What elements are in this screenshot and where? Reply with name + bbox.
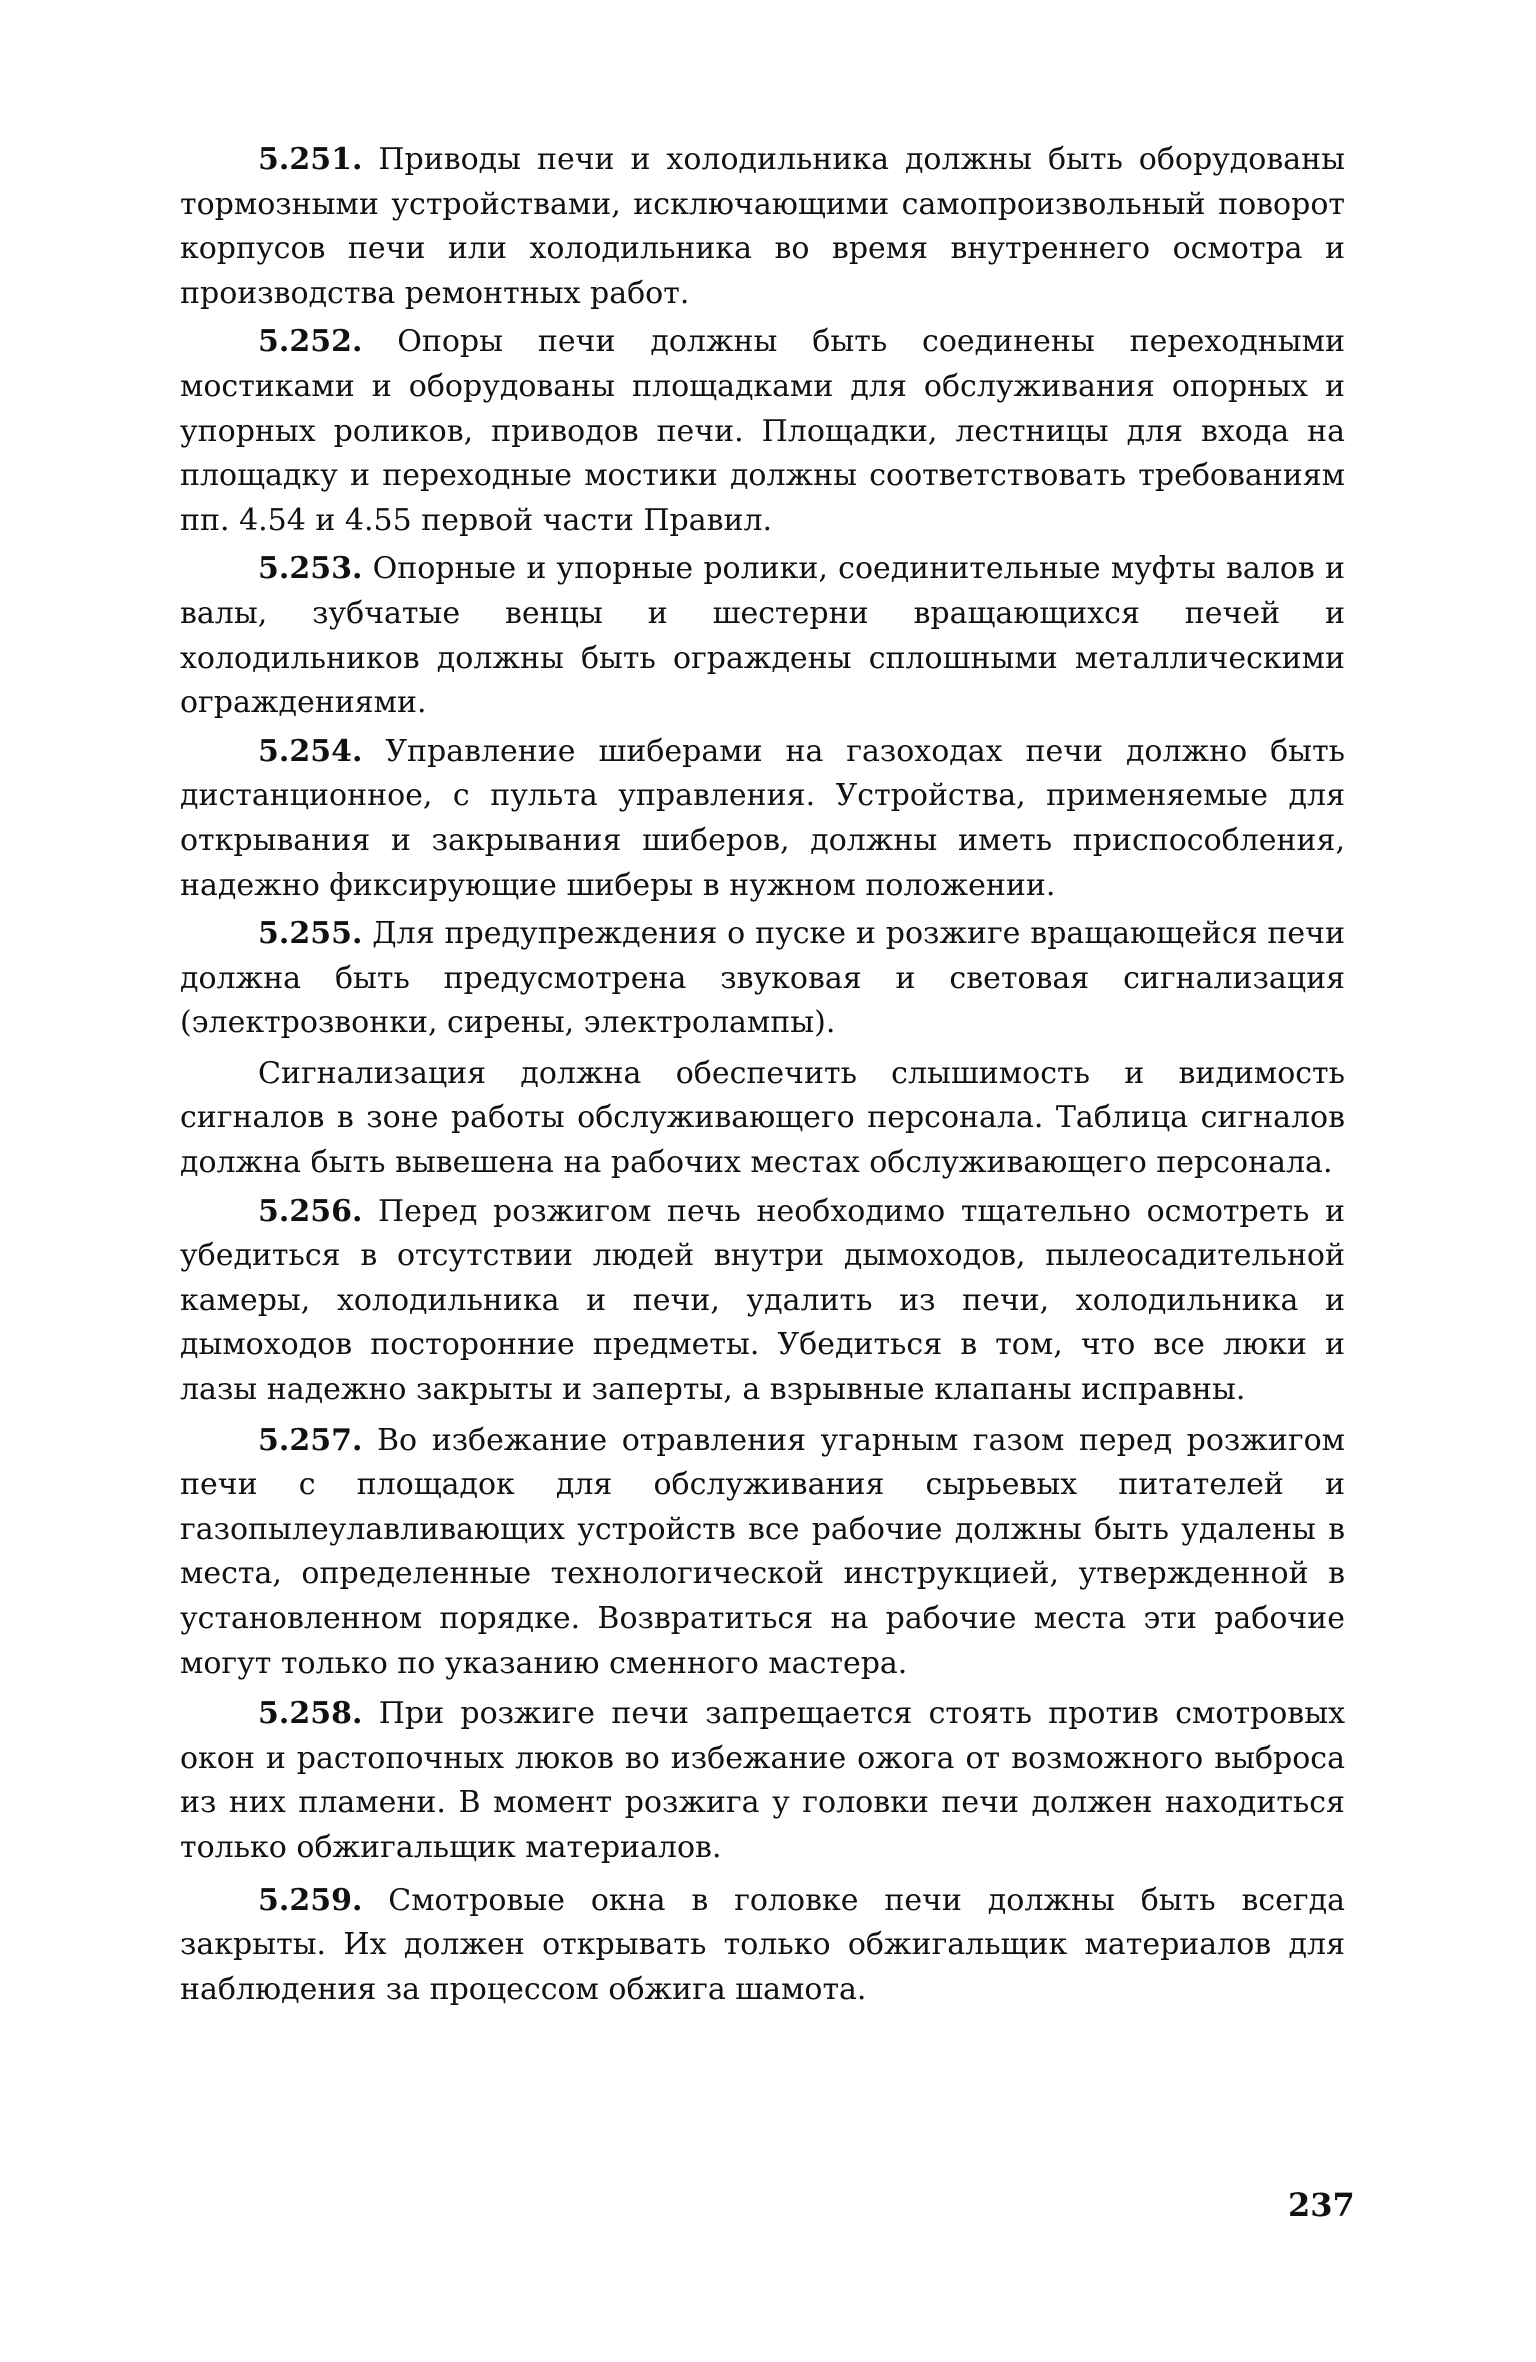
text-body: [180, 138, 1345, 2012]
paragraph-text: При розжиге печи запрещается стоять против смотровых окон и растопочных люков во избежание ожога от возможного выброса из них пламени. В момент розжига у головки печи должен находиться только обжигальщик материалов.: [180, 1696, 1345, 1865]
paragraph-text: Смотровые окна в головке печи должны быть всегда закрыты. Их должен открывать только обжигальщик материалов для наблюдения за процессом обжига шамота.: [180, 1882, 1345, 2007]
paragraph-number: 5.252.: [258, 324, 363, 360]
paragraph-number: 5.254.: [258, 733, 363, 769]
paragraph-5-257: [180, 1419, 1345, 1687]
paragraph-number: 5.255.: [258, 916, 363, 952]
paragraph-text: Опоры печи должны быть соединены переходными мостиками и оборудованы площадками для обслуживания опорных и упорных роликов, приводов печи. Площадки, лестницы для входа на площадку и переходные мостики должны соответствовать требованиям пп. 4.54 и 4.55 первой части Правил.: [180, 324, 1345, 538]
paragraph-5-256: [180, 1190, 1345, 1413]
paragraph-text: Для предупреждения о пуске и розжиге вращающейся печи должна быть предусмотрена звуковая и световая сигнализация (электрозвонки, сирены, электролампы).: [180, 916, 1345, 1041]
paragraph-text: Перед розжигом печь необходимо тщательно осмотреть и убедиться в отсутствии людей внутри дымоходов, пылеосадительной камеры, холодильника и печи, удалить из печи, холодильника и дымоходов посторонние предметы. Убедиться в том, что все люки и лазы надежно закрыты и заперты, а взрывные клапаны исправны.: [180, 1193, 1345, 1408]
paragraph-text: Сигнализация должна обеспечить слышимость и видимость сигналов в зоне работы обслуживающего персонала. Таблица сигналов должна быть вывешена на рабочих местах обслуживающего персонала.: [180, 1055, 1345, 1181]
paragraph-number: 5.258.: [258, 1696, 363, 1732]
paragraph-text: Управление шиберами на газоходах печи должно быть дистанционное, с пульта управления. Устройства, применяемые для открывания и закрывания шиберов, должны иметь приспособления, надежно фиксирующие шиберы в нужном положении.: [180, 733, 1345, 903]
paragraph-number: 5.256.: [258, 1193, 363, 1229]
paragraph-5-258: [180, 1692, 1345, 1870]
paragraph-5-252: [180, 320, 1345, 543]
paragraph-number: 5.259.: [258, 1882, 363, 1918]
paragraph-5-259: [180, 1879, 1345, 2013]
page-number: 237: [1288, 2186, 1355, 2224]
paragraph-number: 5.253.: [258, 551, 363, 587]
paragraph-signalization: [180, 1052, 1345, 1186]
paragraph-5-255: [180, 912, 1345, 1046]
paragraph-text: Опорные и упорные ролики, соединительные муфты валов и валы, зубчатые венцы и шестерни вращающихся печей и холодильников должны быть ограждены сплошными металлическими ограждениями.: [180, 551, 1345, 721]
paragraph-number: 5.251.: [258, 142, 363, 177]
paragraph-5-251: [180, 138, 1345, 316]
paragraph-5-254: [180, 730, 1345, 908]
paragraph-text: Приводы печи и холодильника должны быть оборудованы тормозными устройствами, исключающими самопроизвольный поворот корпусов печи или холодильника во время внутреннего осмотра и производства ремонтных работ.: [180, 142, 1345, 311]
paragraph-number: 5.257.: [258, 1422, 363, 1458]
paragraph-text: Во избежание отравления угарным газом перед розжигом печи с площадок для обслуживания сырьевых питателей и газопылеулавливающих устройств все рабочие должны быть удалены в места, определенные технологической инструкцией, утвержденной в установленном порядке. Возвратиться на рабочие места эти рабочие могут только по указанию сменного мастера.: [180, 1422, 1345, 1681]
paragraph-5-253: [180, 547, 1345, 725]
